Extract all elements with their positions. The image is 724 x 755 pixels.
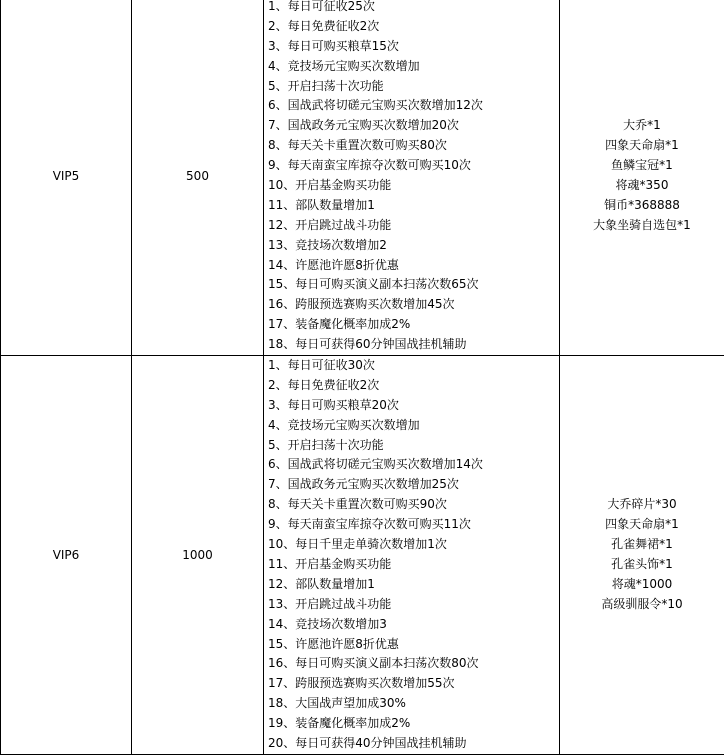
vip-level-cell: [1, 0, 132, 356]
perk-item: 8、每天关卡重置次数可购买80次: [264, 136, 559, 156]
perk-item: 12、开启跳过战斗功能: [264, 216, 559, 236]
reward-item: 高级驯服令*10: [560, 595, 724, 615]
perk-item: 3、每日可购买粮草20次: [264, 396, 559, 416]
reward-item: 大乔碎片*30: [560, 495, 724, 515]
perk-item: 10、开启基金购买功能: [264, 176, 559, 196]
reward-item: 鱼鳞宝冠*1: [560, 156, 724, 176]
perk-item: 16、跨服预选赛购买次数增加45次: [264, 295, 559, 315]
rewards-cell: [560, 0, 724, 356]
perk-item: 2、每日免费征收2次: [264, 17, 559, 37]
perk-item: 20、每日可获得40分钟国战挂机辅助: [264, 734, 559, 754]
perk-item: 8、每天关卡重置次数可购买90次: [264, 495, 559, 515]
perk-item: 19、装备魔化概率加成2%: [264, 714, 559, 734]
rewards-cell: [560, 356, 724, 755]
reward-item: 将魂*1000: [560, 575, 724, 595]
perks-cell: [264, 0, 560, 356]
perk-item: 1、每日可征收30次: [264, 356, 559, 376]
reward-item: 四象天命扇*1: [560, 515, 724, 535]
perk-item: 11、部队数量增加1: [264, 196, 559, 216]
reward-item: 铜币*368888: [560, 196, 724, 216]
recharge-amount: 500: [186, 169, 209, 183]
perk-item: 3、每日可购买粮草15次: [264, 37, 559, 57]
perk-item: 13、开启跳过战斗功能: [264, 595, 559, 615]
perk-item: 1、每日可征收25次: [264, 0, 559, 17]
perk-item: 15、每日可购买演义副本扫荡次数65次: [264, 275, 559, 295]
table-row-vip6: [1, 356, 724, 755]
perk-item: 17、跨服预选赛购买次数增加55次: [264, 674, 559, 694]
recharge-amount-cell: [132, 356, 264, 755]
perk-item: 7、国战政务元宝购买次数增加20次: [264, 116, 559, 136]
perk-item: 2、每日免费征收2次: [264, 376, 559, 396]
vip-level: VIP6: [53, 548, 80, 562]
perk-item: 14、许愿池许愿8折优惠: [264, 256, 559, 276]
perk-item: 7、国战政务元宝购买次数增加25次: [264, 475, 559, 495]
reward-item: 孔雀舞裙*1: [560, 535, 724, 555]
table-row-vip5: [1, 0, 724, 356]
perk-item: 5、开启扫荡十次功能: [264, 77, 559, 97]
recharge-amount-cell: [132, 0, 264, 356]
perk-item: 18、大国战声望加成30%: [264, 694, 559, 714]
perk-item: 11、开启基金购买功能: [264, 555, 559, 575]
perk-item: 9、每天南蛮宝库掠夺次数可购买11次: [264, 515, 559, 535]
reward-item: 孔雀头饰*1: [560, 555, 724, 575]
perk-item: 4、竞技场元宝购买次数增加: [264, 57, 559, 77]
recharge-amount: 1000: [182, 548, 213, 562]
perk-item: 13、竞技场次数增加2: [264, 236, 559, 256]
perk-item: 6、国战武将切磋元宝购买次数增加14次: [264, 455, 559, 475]
perk-item: 4、竞技场元宝购买次数增加: [264, 416, 559, 436]
perk-item: 9、每天南蛮宝库掠夺次数可购买10次: [264, 156, 559, 176]
perk-item: 17、装备魔化概率加成2%: [264, 315, 559, 335]
perk-item: 18、每日可获得60分钟国战挂机辅助: [264, 335, 559, 355]
vip-level-cell: [1, 356, 132, 755]
perk-item: 5、开启扫荡十次功能: [264, 436, 559, 456]
perk-item: 16、每日可购买演义副本扫荡次数80次: [264, 654, 559, 674]
reward-item: 大象坐骑自选包*1: [560, 216, 724, 236]
perk-item: 14、竞技场次数增加3: [264, 615, 559, 635]
vip-level: VIP5: [53, 169, 80, 183]
reward-item: 大乔*1: [560, 116, 724, 136]
perks-cell: [264, 356, 560, 755]
perk-item: 6、国战武将切磋元宝购买次数增加12次: [264, 96, 559, 116]
perk-item: 12、部队数量增加1: [264, 575, 559, 595]
reward-item: 四象天命扇*1: [560, 136, 724, 156]
reward-item: 将魂*350: [560, 176, 724, 196]
perk-item: 10、每日千里走单骑次数增加1次: [264, 535, 559, 555]
perk-item: 15、许愿池许愿8折优惠: [264, 635, 559, 655]
